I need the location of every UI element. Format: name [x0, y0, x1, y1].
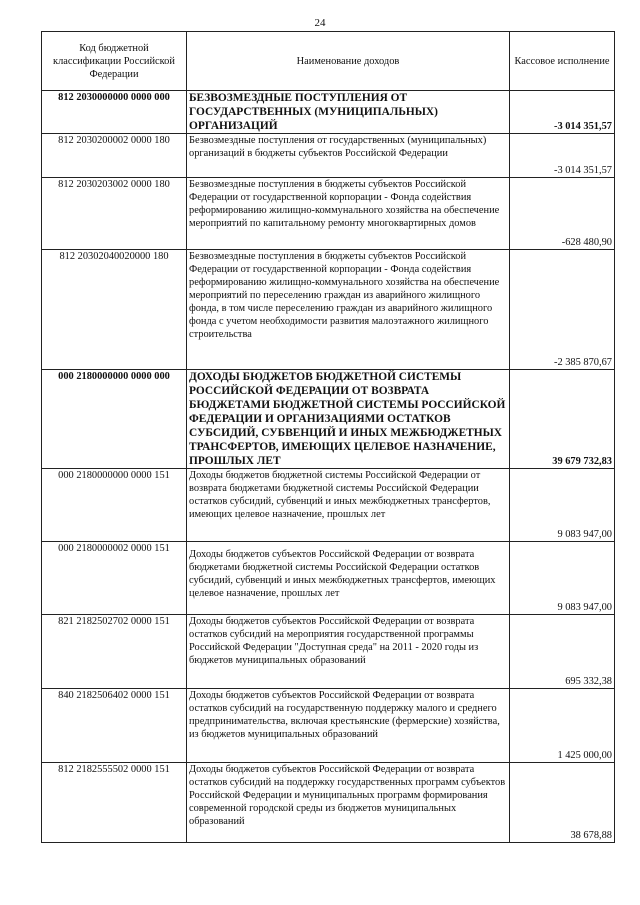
row-code: 000 2180000000 0000 151 [42, 469, 187, 542]
row-code: 812 2030200002 0000 180 [42, 134, 187, 178]
row-amount: -628 480,90 [510, 178, 615, 250]
row-name: Доходы бюджетов субъектов Российской Федерации от возврата остатков субсидий на мероприятия государственной программы Российской Федерации "Доступная среда" на 2011 - 2020 годы из бюджетов муниципальных образований [187, 615, 510, 689]
row-code: 000 2180000000 0000 000 [42, 370, 187, 469]
page-number: 24 [314, 17, 326, 29]
row-name: Безвозмездные поступления в бюджеты субъектов Российской Федерации от государственной корпорации - Фонда содействия реформированию жилищно-коммунального хозяйства на обеспечение мероприятий по капитальному ремонту многоквартирных домов [187, 178, 510, 250]
row-amount: 39 679 732,83 [510, 370, 615, 469]
row-amount: 9 083 947,00 [510, 469, 615, 542]
row-name: Доходы бюджетов субъектов Российской Федерации от возврата бюджетами бюджетной системы Российской Федерации остатков субсидий, субвенций и иных межбюджетных трансфертов, имеющих целевое назначение, прошлых лет [187, 542, 510, 615]
row-amount: 9 083 947,00 [510, 542, 615, 615]
row-amount: -3 014 351,57 [510, 134, 615, 178]
row-amount: -3 014 351,57 [510, 91, 615, 134]
row-amount: 38 678,88 [510, 763, 615, 843]
header-name: Наименование доходов [187, 32, 510, 91]
row-code: 000 2180000002 0000 151 [42, 542, 187, 615]
row-name: Доходы бюджетов бюджетной системы Российской Федерации от возврата бюджетами бюджетной системы Российской Федерации остатков субсидий, субвенций и иных межбюджетных трансфертов, имеющих целевое назначение, прошлых лет [187, 469, 510, 542]
table-row [42, 134, 615, 178]
table-row [42, 250, 615, 370]
row-name: БЕЗВОЗМЕЗДНЫЕ ПОСТУПЛЕНИЯ ОТ ГОСУДАРСТВЕННЫХ (МУНИЦИПАЛЬНЫХ) ОРГАНИЗАЦИЙ [187, 91, 510, 134]
row-code: 812 20302040020000 180 [42, 250, 187, 370]
table-row [42, 542, 615, 615]
row-amount: -2 385 870,67 [510, 250, 615, 370]
header-amount: Кассовое исполнение [510, 32, 615, 91]
row-name: Доходы бюджетов субъектов Российской Федерации от возврата остатков субсидий на государственную поддержку малого и среднего предпринимательства, включая крестьянские (фермерские) хозяйства, из бюджетов муниципальных образований [187, 689, 510, 763]
table-row [42, 689, 615, 763]
table-row [42, 91, 615, 134]
row-code: 821 2182502702 0000 151 [42, 615, 187, 689]
revenue-table [41, 31, 615, 843]
row-name: Доходы бюджетов субъектов Российской Федерации от возврата остатков субсидий на поддержку государственных программ субъектов Российской Федерации и муниципальных программ формирования современной городской среды из бюджетов муниципальных образований [187, 763, 510, 843]
row-code: 840 2182506402 0000 151 [42, 689, 187, 763]
header-code: Код бюджетной классификации Российской Федерации [42, 32, 187, 91]
table-row [42, 469, 615, 542]
table-header-row [42, 32, 615, 91]
row-code: 812 2182555502 0000 151 [42, 763, 187, 843]
row-name: Безвозмездные поступления в бюджеты субъектов Российской Федерации от государственной корпорации - Фонда содействия реформированию жилищно-коммунального хозяйства на обеспечение мероприятий по переселению граждан из аварийного жилищного фонда, в том числе переселению граждан из аварийного жилищного фонда с учетом необходимости развития малоэтажного жилищного строительства [187, 250, 510, 370]
row-amount: 695 332,38 [510, 615, 615, 689]
row-amount: 1 425 000,00 [510, 689, 615, 763]
row-code: 812 2030203002 0000 180 [42, 178, 187, 250]
table-row [42, 763, 615, 843]
table-row [42, 178, 615, 250]
row-code: 812 2030000000 0000 000 [42, 91, 187, 134]
row-name: Безвозмездные поступления от государственных (муниципальных) организаций в бюджеты субъектов Российской Федерации [187, 134, 510, 178]
row-name: ДОХОДЫ БЮДЖЕТОВ БЮДЖЕТНОЙ СИСТЕМЫ РОССИЙСКОЙ ФЕДЕРАЦИИ ОТ ВОЗВРАТА БЮДЖЕТАМИ БЮДЖЕТНОЙ СИСТЕМЫ РОССИЙСКОЙ ФЕДЕРАЦИИ И ОРГАНИЗАЦИЯМИ ОСТАТКОВ СУБСИДИЙ, СУБВЕНЦИЙ И ИНЫХ МЕЖБЮДЖЕТНЫХ ТРАНСФЕРТОВ, ИМЕЮЩИХ ЦЕЛЕВОЕ НАЗНАЧЕНИЕ, ПРОШЛЫХ ЛЕТ [187, 370, 510, 469]
table-row [42, 615, 615, 689]
table-row [42, 370, 615, 469]
